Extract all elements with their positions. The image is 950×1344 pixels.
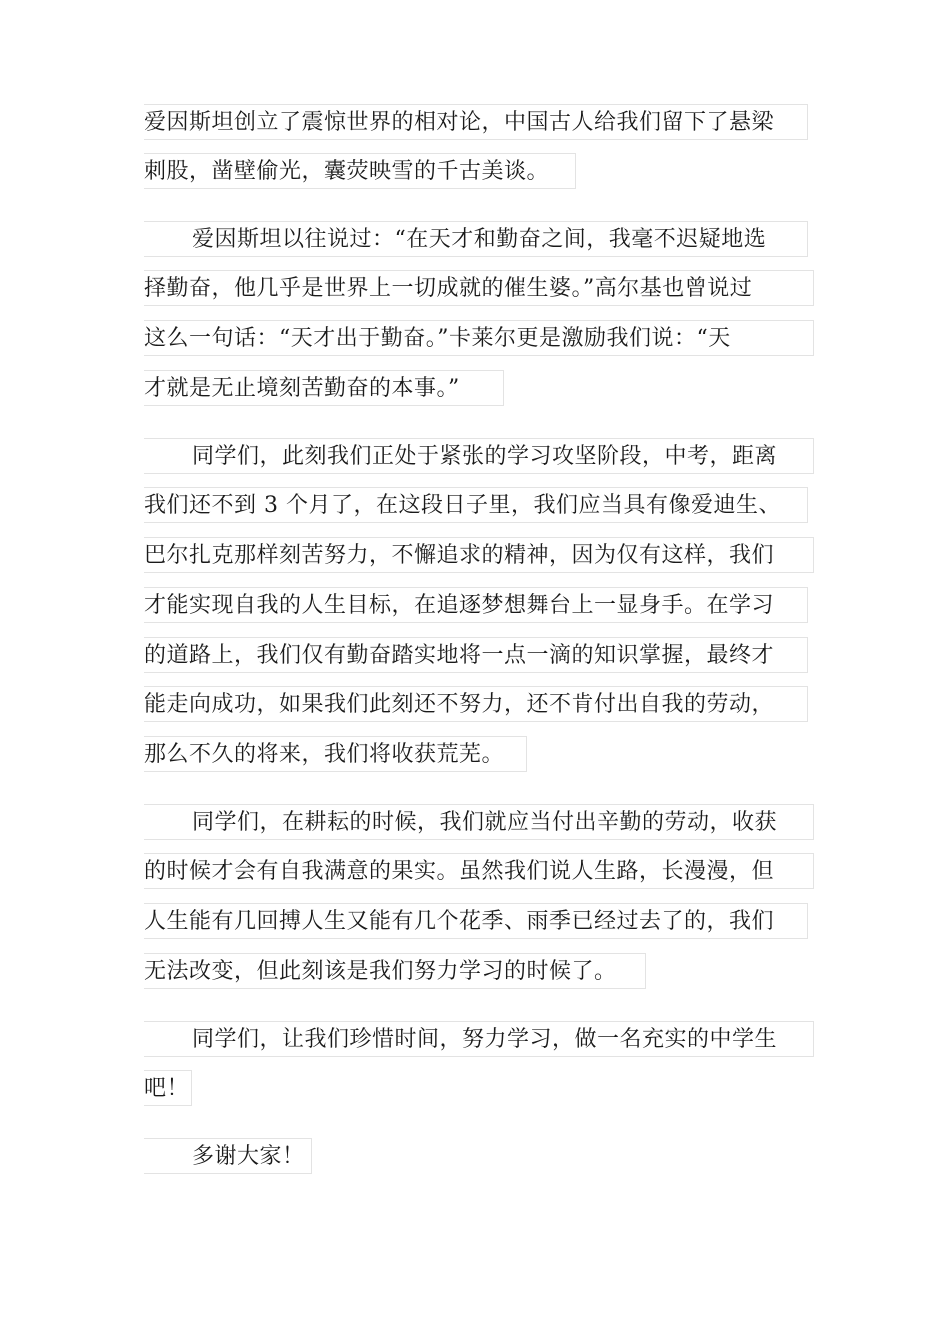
text-line: 巴尔扎克那样刻苦努力，不懈追求的精神，因为仅有这样，我们 xyxy=(144,537,814,573)
text-line: 那么不久的将来，我们将收获荒芜。 xyxy=(144,736,527,772)
text-line: 爱因斯坦创立了震惊世界的相对论，中国古人给我们留下了悬梁 xyxy=(144,104,808,140)
text-line: 的道路上，我们仅有勤奋踏实地将一点一滴的知识掌握，最终才 xyxy=(144,637,808,673)
paragraph-first-line: 同学们，在耕耘的时候，我们就应当付出辛勤的劳动，收获 xyxy=(144,804,814,840)
paragraph-first-line: 同学们，此刻我们正处于紧张的学习攻坚阶段，中考，距离 xyxy=(144,438,814,474)
text-line: 择勤奋，他几乎是世界上一切成就的催生婆。”高尔基也曾说过 xyxy=(144,270,814,306)
text-line: 刺股，凿壁偷光，囊荧映雪的千古美谈。 xyxy=(144,153,576,189)
text-line: 人生能有几回搏人生又能有几个花季、雨季已经过去了的，我们 xyxy=(144,903,808,939)
paragraph-first-line: 同学们，让我们珍惜时间，努力学习，做一名充实的中学生 xyxy=(144,1021,814,1057)
text-line: 这么一句话：“天才出于勤奋。”卡莱尔更是激励我们说：“天 xyxy=(144,320,814,356)
text-line: 才能实现自我的人生目标，在追逐梦想舞台上一显身手。在学习 xyxy=(144,587,808,623)
paragraph-first-line: 爱因斯坦以往说过：“在天才和勤奋之间，我毫不迟疑地选 xyxy=(144,221,808,257)
text-line: 我们还不到 3 个月了，在这段日子里，我们应当具有像爱迪生、 xyxy=(144,487,808,523)
text-line: 能走向成功，如果我们此刻还不努力，还不肯付出自我的劳动， xyxy=(144,686,808,722)
text-line: 无法改变，但此刻该是我们努力学习的时候了。 xyxy=(144,953,646,989)
text-line: 吧！ xyxy=(144,1070,192,1106)
closing-line: 多谢大家！ xyxy=(144,1138,312,1174)
text-line: 才就是无止境刻苦勤奋的本事。” xyxy=(144,370,504,406)
text-line: 的时候才会有自我满意的果实。虽然我们说人生路，长漫漫，但 xyxy=(144,853,814,889)
